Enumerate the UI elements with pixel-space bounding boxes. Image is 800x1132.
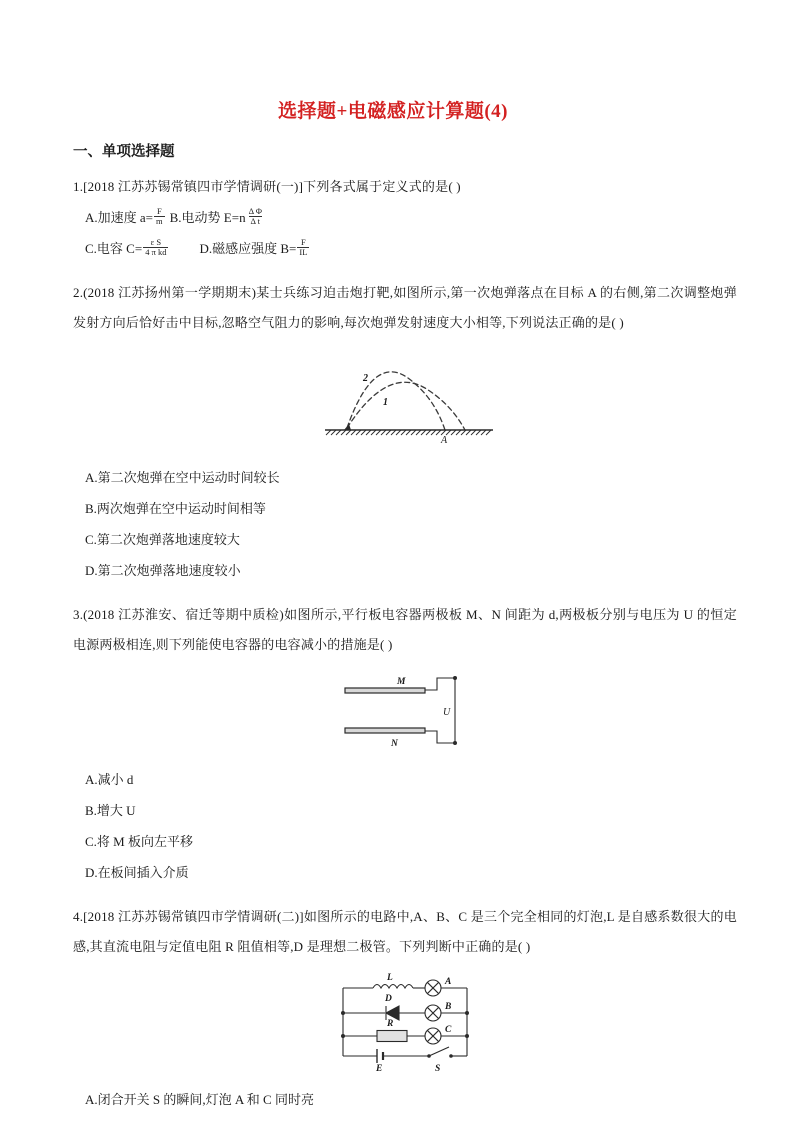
projectile-trajectories-figure xyxy=(73,352,737,444)
fraction-denominator: m xyxy=(156,216,163,226)
question-1-options-row-1 xyxy=(73,202,737,233)
question-3-option-d: D.在板间插入介质 xyxy=(85,865,189,880)
question-1-stem: 1.[2018 江苏苏锡常镇四市学情调研(一)]下列各式属于定义式的是( ) xyxy=(73,179,461,194)
trajectory-2-label: 2 xyxy=(363,373,368,384)
fraction-denominator: Δ t xyxy=(250,216,260,226)
question-2 xyxy=(73,278,737,586)
switch-label: S xyxy=(435,1064,441,1072)
trajectory-1-label: 1 xyxy=(383,397,388,408)
wire-top xyxy=(425,678,455,690)
fraction-numerator: ε S xyxy=(150,237,162,248)
question-2-option-b: B.两次炮弹在空中运动时间相等 xyxy=(85,501,266,516)
terminal-bottom xyxy=(453,741,457,745)
question-1-option-b-label: B.电动势 E=n xyxy=(169,210,246,225)
voltage-label: U xyxy=(443,707,451,718)
page-title: 选择题+电磁感应计算题(4) xyxy=(278,101,508,122)
questions-container xyxy=(73,172,737,1115)
question-3-stem: 3.(2018 江苏淮安、宿迁等期中质检)如图所示,平行板电容器两极板 M、N 间距为 d,两极板分别与电压为 U 的恒定电源两极相连,则下列能使电容器的电容减小的措施是( ) xyxy=(73,607,737,652)
plate-m xyxy=(345,688,425,693)
resistor-box xyxy=(377,1031,407,1042)
plate-n xyxy=(345,728,425,733)
question-1-options-row-2 xyxy=(73,233,737,264)
plate-m-label: M xyxy=(397,677,406,687)
question-1-option-c xyxy=(85,233,169,264)
terminal-top xyxy=(453,676,457,680)
inductor-diode-circuit-figure xyxy=(73,972,737,1072)
fraction-numerator: Δ Φ xyxy=(248,206,262,217)
section-heading: 一、单项选择题 xyxy=(73,144,175,160)
question-4-stem: 4.[2018 江苏苏锡常镇四市学情调研(二)]如图所示的电路中,A、B、C 是三个完全相同的灯泡,L 是自感系数很大的电感,其直流电阻与定值电阻 R 阻值相等,D 是理想二极管。下列判断中正确的是( ) xyxy=(73,909,737,954)
question-1-option-a-label: A.加速度 a= xyxy=(85,210,153,225)
question-1-option-c-label: C.电容 C= xyxy=(85,241,143,256)
question-2-option-a: A.第二次炮弹在空中运动时间较长 xyxy=(85,470,280,485)
question-1-option-b xyxy=(170,202,265,233)
battery-label: E xyxy=(376,1064,383,1072)
question-1-option-d-fraction xyxy=(297,238,309,257)
capacitor-svg xyxy=(325,670,485,752)
question-1 xyxy=(73,172,737,264)
question-1-option-c-fraction xyxy=(143,238,168,257)
wire-bottom xyxy=(425,731,455,743)
question-2-option-d: D.第二次炮弹落地速度较小 xyxy=(85,563,241,578)
plate-n-label: N xyxy=(391,739,398,749)
diode-label: D xyxy=(385,994,392,1004)
fraction-denominator: IL xyxy=(299,247,308,257)
question-1-option-d xyxy=(199,233,310,264)
question-1-option-a xyxy=(85,202,166,233)
lamp-c-label: C xyxy=(445,1025,452,1035)
resistor-label: R xyxy=(387,1019,394,1029)
question-1-option-d-label: D.磁感应强度 B= xyxy=(199,241,297,256)
question-3-option-c: C.将 M 板向左平移 xyxy=(85,834,193,849)
question-3 xyxy=(73,600,737,888)
question-1-option-a-fraction xyxy=(154,207,165,226)
inductor-coil xyxy=(373,985,413,989)
target-label: A xyxy=(441,435,448,444)
question-2-option-c: C.第二次炮弹落地速度较大 xyxy=(85,532,240,547)
question-4-option-a: A.闭合开关 S 的瞬间,灯泡 A 和 C 同时亮 xyxy=(85,1092,314,1107)
question-3-option-b: B.增大 U xyxy=(85,803,136,818)
lamp-b-label: B xyxy=(445,1002,452,1012)
fraction-numerator: F xyxy=(301,237,306,248)
parallel-plate-capacitor-figure xyxy=(73,670,737,752)
fraction-numerator: F xyxy=(156,206,162,217)
question-1-option-b-fraction xyxy=(247,207,264,226)
inductor-label: L xyxy=(387,973,393,983)
projectile-svg xyxy=(305,352,505,444)
question-2-stem: 2.(2018 江苏扬州第一学期期末)某士兵练习迫击炮打靶,如图所示,第一次炮弹落点在目标 A 的右侧,第二次调整炮弹发射方向后恰好击中目标,忽略空气阻力的影响,每次炮弹发射速度大小相等,下列说法正确的是( ) xyxy=(73,285,737,330)
switch-lever xyxy=(429,1047,449,1056)
question-3-option-a: A.减小 d xyxy=(85,772,134,787)
trajectory-2-path xyxy=(347,372,445,430)
lamp-a-label: A xyxy=(445,977,452,987)
circuit-svg xyxy=(321,972,489,1072)
question-4 xyxy=(73,902,737,1115)
diode-triangle xyxy=(386,1006,399,1020)
fraction-denominator: 4 π kd xyxy=(145,247,167,257)
